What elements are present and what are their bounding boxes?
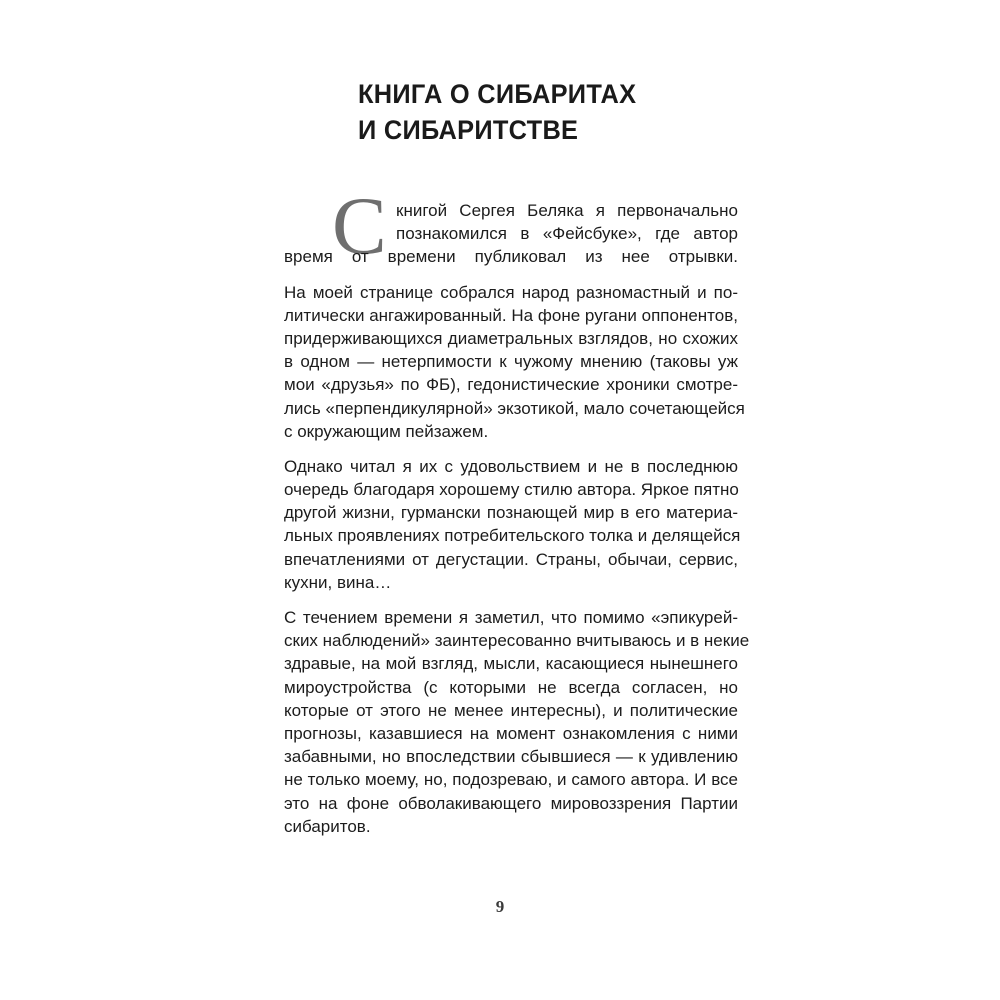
text-line: ских наблюдений» заинтересованно вчитываюсь и в некие xyxy=(284,631,750,651)
text-line: не только моему, но, подозреваю, и самого автора. И все xyxy=(284,770,738,790)
text-line: книгой Сергея Беляка я первоначально xyxy=(396,201,738,220)
text-line: впечатлениями от дегустации. Страны, обычаи, сервис, xyxy=(284,549,738,569)
text-line: мои «друзья» по ФБ), гедонистические хроники смотре- xyxy=(284,375,738,395)
paragraph-3 xyxy=(284,455,741,594)
chapter-title-line-1: КНИГА О СИБАРИТАХ xyxy=(358,79,637,109)
text-line: в одном — нетерпимости к чужому мнению (таковы уж xyxy=(284,352,738,372)
body-text xyxy=(284,180,750,838)
drop-cap: С xyxy=(332,180,387,271)
text-line: С течением времени я заметил, что помимо «эпикурей- xyxy=(284,608,738,628)
text-line: прогнозы, казавшиеся на момент ознакомления с ними xyxy=(284,723,738,743)
text-line: другой жизни, гурмански познающей мир в его материа- xyxy=(284,503,738,523)
text-line: очередь благодаря хорошему стилю автора. Яркое пятно xyxy=(284,480,739,500)
intro-paragraph xyxy=(284,180,738,271)
text-line: время от времени публиковал из нее отрывки. xyxy=(284,247,738,267)
paragraph-2 xyxy=(284,281,745,443)
text-line: это на фоне обволакивающего мировоззрения Партии xyxy=(284,793,738,813)
text-line: На моей странице собрался народ разномастный и по- xyxy=(284,282,738,302)
text-line: которые от этого не менее интересны), и политические xyxy=(284,700,738,720)
chapter-title xyxy=(358,76,636,148)
page-number: 9 xyxy=(495,897,505,916)
text-line: забавными, но впоследствии сбывшиеся — к удивлению xyxy=(284,747,738,767)
text-line: сибаритов. xyxy=(284,816,371,836)
text-line: кухни, вина… xyxy=(284,572,392,592)
text-line: льных проявлениях потребительского толка и делящейся xyxy=(284,526,741,546)
text-line: лись «перпендикулярной» экзотикой, мало сочетающейся xyxy=(284,398,745,418)
text-line: здравые, на мой взгляд, мысли, касающиеся нынешнего xyxy=(284,654,738,674)
chapter-title-line-2: И СИБАРИТСТВЕ xyxy=(358,115,579,145)
text-line: познакомился в «Фейсбуке», где автор xyxy=(396,224,738,244)
text-line: литически ангажированный. На фоне ругани оппонентов, xyxy=(284,305,738,325)
text-line: мироустройства (с которыми не всегда согласен, но xyxy=(284,677,738,697)
paragraph-4 xyxy=(284,606,750,838)
text-line: с окружающим пейзажем. xyxy=(284,421,489,441)
text-line: Однако читал я их с удовольствием и не в последнюю xyxy=(284,456,738,476)
text-line: придерживающихся диаметральных взглядов, но схожих xyxy=(284,328,738,348)
